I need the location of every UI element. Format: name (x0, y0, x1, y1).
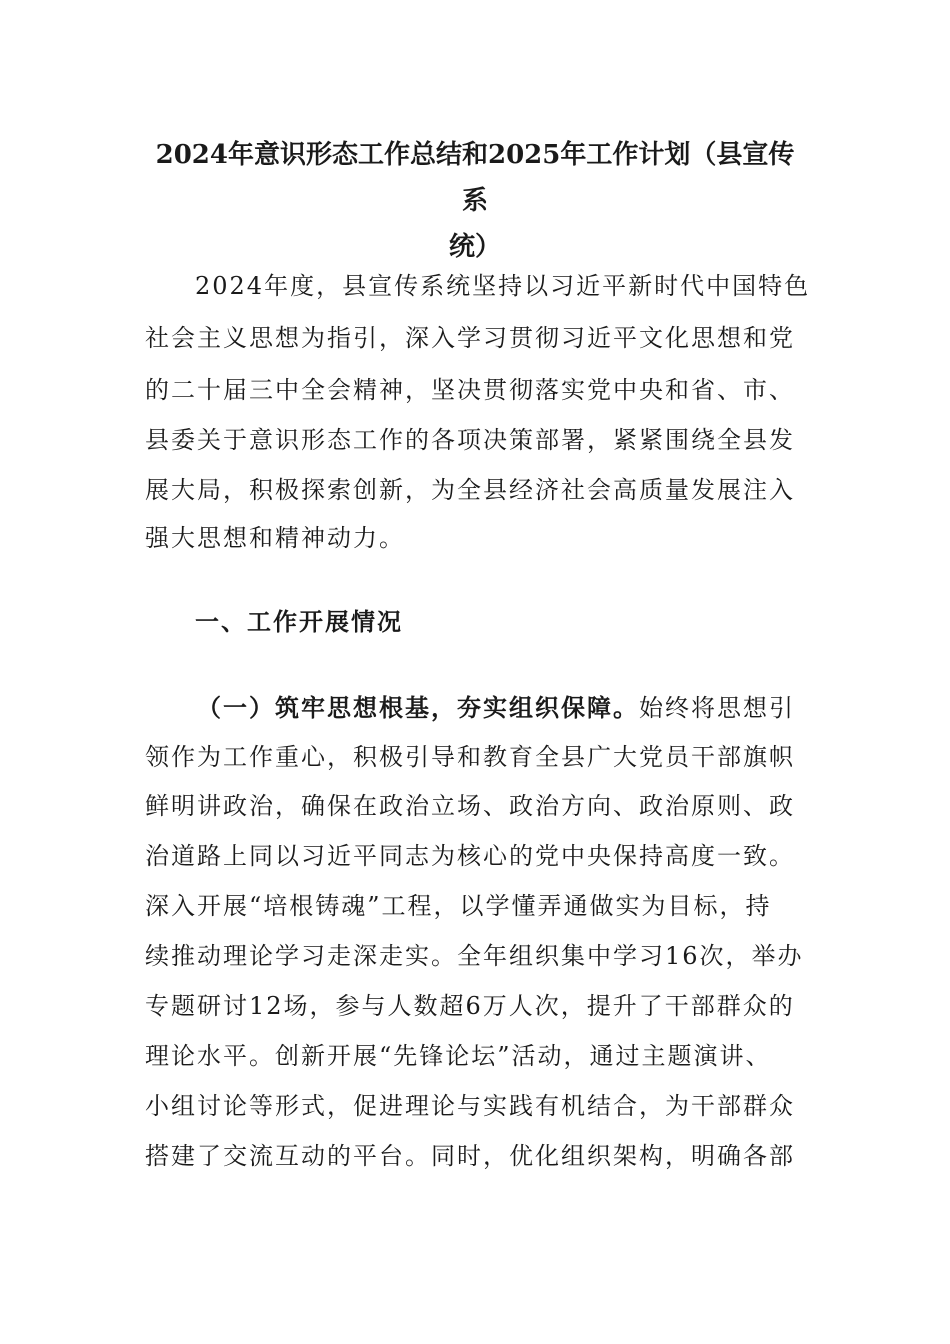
intro-line: 的二十届三中全会精神，坚决贯彻落实党中央和省、市、 (145, 376, 795, 404)
subsection-heading: （一）筑牢思想根基，夯实组织保障。 (197, 693, 639, 722)
subsection-first-line-text: 始终将思想引 (639, 694, 795, 722)
body-line: 续推动理论学习走深走实。全年组织集中学习16次，举办 (145, 942, 804, 970)
body-line: 专题研讨12场，参与人数超6万人次，提升了干部群众的 (145, 992, 795, 1020)
document-title (150, 132, 800, 270)
intro-line: 强大思想和精神动力。 (145, 524, 405, 552)
intro-line: 2024年度，县宣传系统坚持以习近平新时代中国特色 (195, 272, 811, 300)
body-line: 小组讨论等形式，促进理论与实践有机结合，为干部群众 (145, 1092, 795, 1120)
section-heading: 一、工作开展情况 (195, 607, 403, 636)
body-line: 鲜明讲政治，确保在政治立场、政治方向、政治原则、政 (145, 792, 795, 820)
title-line-2: 统） (448, 232, 501, 262)
body-line: 深入开展“培根铸魂”工程，以学懂弄通做实为目标，持 (145, 892, 772, 920)
intro-line: 社会主义思想为指引，深入学习贯彻习近平文化思想和党 (145, 324, 795, 352)
body-line: 领作为工作重心，积极引导和教育全县广大党员干部旗帜 (145, 743, 795, 771)
title-line-1: 2024年意识形态工作总结和2025年工作计划（县宣传系 (155, 140, 795, 216)
intro-line: 展大局，积极探索创新，为全县经济社会高质量发展注入 (145, 476, 795, 504)
body-line: 搭建了交流互动的平台。同时，优化组织架构，明确各部 (145, 1142, 795, 1170)
intro-line: 县委关于意识形态工作的各项决策部署，紧紧围绕全县发 (145, 426, 795, 454)
subsection-first-line (145, 688, 805, 728)
body-line: 理论水平。创新开展“先锋论坛”活动，通过主题演讲、 (145, 1042, 772, 1070)
body-line: 治道路上同以习近平同志为核心的党中央保持高度一致。 (145, 842, 795, 870)
